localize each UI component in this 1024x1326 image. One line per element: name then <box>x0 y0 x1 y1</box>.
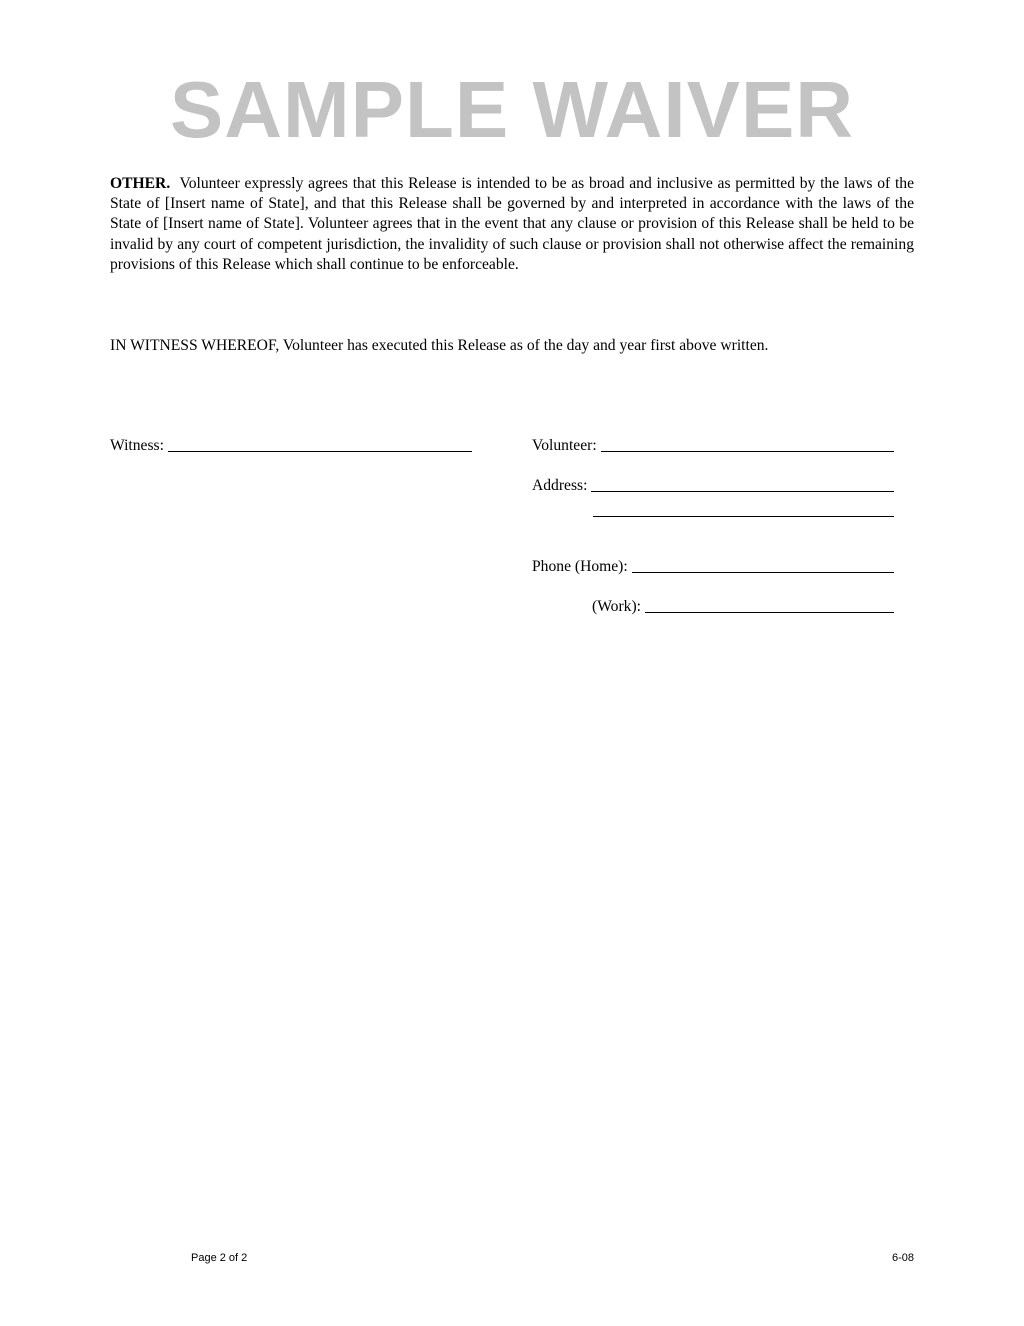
witness-signature-field[interactable] <box>110 436 472 456</box>
address-field[interactable] <box>532 476 894 496</box>
other-clause-text: Volunteer expressly agrees that this Release is intended to be as broad and inclusive as permitted by the laws of the State of [Insert name of State], and that this Release shall be governed by and interpreted in accordance with the laws of the State of [Insert name of State]. Volunteer agrees that in the event that any clause or provision of this Release shall be held to be invalid by any court of competent jurisdiction, the invalidity of such clause or provision shall not otherwise affect the remaining provisions of this Release which shall continue to be enforceable. <box>110 175 914 273</box>
volunteer-label: Volunteer: <box>532 437 597 454</box>
phone-home-line[interactable] <box>632 572 894 573</box>
address-line-1[interactable] <box>591 491 894 492</box>
footer-revision: 6-08 <box>891 1252 914 1264</box>
address-field-line-2[interactable] <box>593 516 894 521</box>
other-clause-heading: OTHER. <box>110 175 171 192</box>
other-clause-paragraph <box>110 174 914 275</box>
phone-home-field[interactable] <box>532 557 894 577</box>
phone-work-field[interactable] <box>592 597 894 617</box>
volunteer-signature-line[interactable] <box>601 451 894 452</box>
address-line-2[interactable] <box>593 516 894 517</box>
sample-waiver-watermark: SAMPLE WAIVER <box>169 65 855 154</box>
phone-work-line[interactable] <box>645 612 894 613</box>
witness-signature-line[interactable] <box>168 451 472 452</box>
phone-home-label: Phone (Home): <box>532 558 628 575</box>
address-label: Address: <box>532 477 588 494</box>
witness-whereof-statement: IN WITNESS WHEREOF, Volunteer has executed this Release as of the day and year first above written. <box>110 337 769 354</box>
phone-work-label: (Work): <box>592 598 641 615</box>
witness-label: Witness: <box>110 437 164 454</box>
volunteer-signature-field[interactable] <box>532 436 894 456</box>
footer-page-number: Page 2 of 2 <box>191 1252 248 1264</box>
